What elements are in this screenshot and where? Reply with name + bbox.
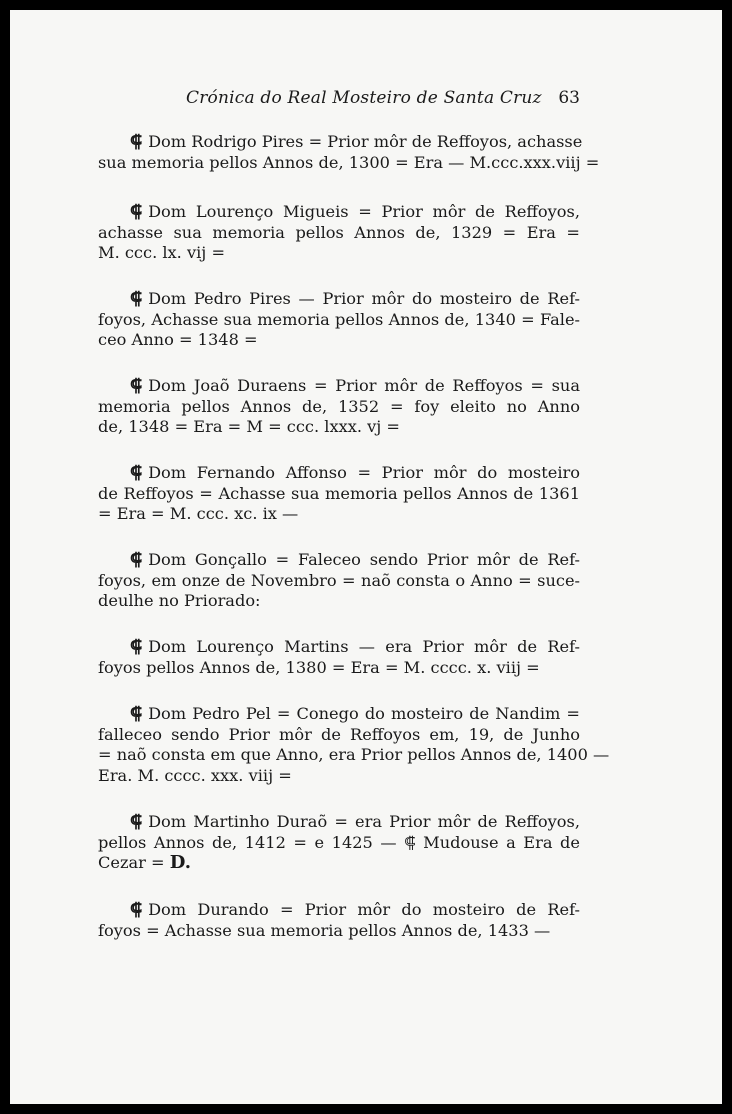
entry-joao-duraens [98,376,580,438]
running-head [98,88,580,114]
entry-line: = Era = M. ccc. xc. ix — [98,504,299,523]
pilcrow-icon: ⸿ [130,900,143,920]
pilcrow-icon: ⸿ [130,812,143,832]
entry-line: Dom Martinho Duraõ = era Prior môr de Reffoyos, [148,812,580,831]
entry-line: Dom Lourenço Migueis = Prior môr de Reffoyos, [148,202,580,221]
entry-line: Dom Gonçallo = Faleceo sendo Prior môr de Ref- [148,550,580,569]
entry-goncallo [98,550,580,612]
entry-line: Dom Pedro Pires — Prior môr do mosteiro de Ref- [148,289,580,308]
entry-line: de Reffoyos = Achasse sua memoria pellos Annos de 1361 [98,483,580,503]
running-head-title: Crónica do Real Mosteiro de Santa Cruz [186,88,542,108]
entry-lourenco-martins [98,637,580,678]
entry-line: ceo Anno = 1348 = [98,330,258,349]
entry-line: Dom Fernando Affonso = Prior môr do mosteiro [148,463,580,482]
entry-line: M. ccc. lx. vij = [98,243,226,262]
entry-line: Era. M. cccc. xxx. viij = [98,765,292,785]
pilcrow-icon: ⸿ [130,289,143,309]
pilcrow-icon: ⸿ [130,637,143,657]
entry-line: Dom Durando = Prior môr do mosteiro de Ref- [148,900,580,919]
entry-line: sua memoria pellos Annos de, 1300 = Era — M.ccc.xxx.viij = [98,152,600,172]
entry-line: foyos pellos Annos de, 1380 = Era = M. cccc. x. viij = [98,657,540,677]
pilcrow-icon: ⸿ [130,704,143,724]
era-symbol: D. [169,852,191,873]
book-page [10,10,722,1104]
entry-pedro-pires [98,289,580,351]
pilcrow-icon: ⸿ [130,463,143,483]
pilcrow-icon: ⸿ [130,376,143,396]
entry-line: foyos, Achasse sua memoria pellos Annos de, 1340 = Fale- [98,309,580,329]
entry-line: de, 1348 = Era = M = ccc. lxxx. vj = [98,417,400,436]
entry-line: memoria pellos Annos de, 1352 = foy eleito no Anno [98,396,580,416]
entry-lourenco-migueis [98,202,580,264]
entry-line: foyos = Achasse sua memoria pellos Annos de, 1433 — [98,920,551,940]
entry-line: = naõ consta em que Anno, era Prior pellos Annos de, 1400 — [98,745,610,764]
entry-line: Dom Joaõ Duraens = Prior môr de Reffoyos = sua [148,376,580,395]
entry-rodrigo-pires [98,132,600,173]
pilcrow-icon: ⸿ [130,202,143,222]
entry-line: Cezar = [98,853,170,872]
entry-fernando-affonso [98,463,580,525]
entry-line: Dom Pedro Pel = Conego do mosteiro de Nandim = [148,704,580,723]
entry-durando [98,900,580,941]
entry-pedro-pel [98,704,610,786]
entry-line: deulhe no Priorado: [98,591,261,610]
pilcrow-icon: ⸿ [130,132,143,152]
page-number: 63 [558,88,580,108]
entry-line: falleceo sendo Prior môr de Reffoyos em, 19, de Junho [98,724,580,744]
entry-line: achasse sua memoria pellos Annos de, 1329 = Era = [98,222,580,242]
entry-line: pellos Annos de, 1412 = e 1425 — ⸿ Mudouse a Era de [98,832,580,852]
entry-line: foyos, em onze de Novembro = naõ consta o Anno = suce- [98,570,580,590]
entry-martinho-durao [98,812,580,874]
pilcrow-icon: ⸿ [130,550,143,570]
entry-line: Dom Lourenço Martins — era Prior môr de Ref- [148,637,580,656]
entry-line: Dom Rodrigo Pires = Prior môr de Reffoyos, achasse [148,132,583,151]
